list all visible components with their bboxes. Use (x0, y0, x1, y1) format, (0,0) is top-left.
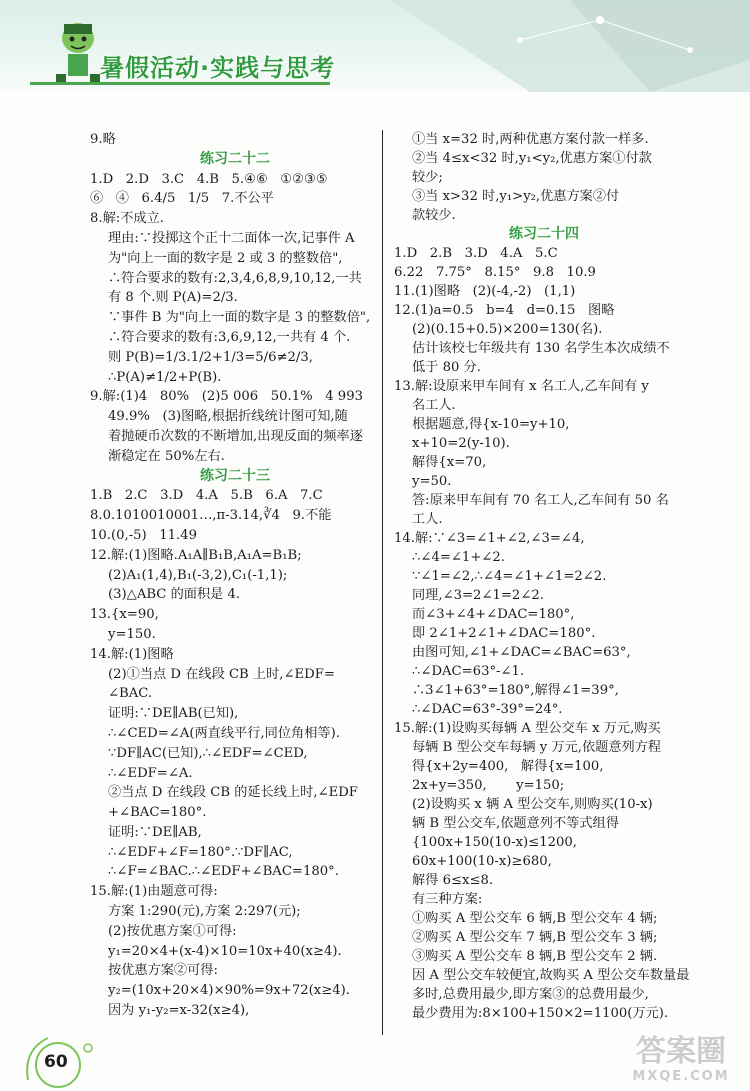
header-underline (30, 82, 330, 85)
mascot-icon (52, 16, 104, 86)
answer-line: ①购买 A 型公交车 6 辆,B 型公交车 4 辆; (412, 911, 658, 926)
answer-line: ②购买 A 型公交车 7 辆,B 型公交车 3 辆; (412, 930, 658, 945)
answer-line: x+10=2(y-10). (412, 436, 510, 451)
page-header (0, 0, 750, 92)
answer-line: {100x+150(10-x)≤1200, (412, 835, 577, 850)
answer-line: ∴∠F=∠BAC.∴∠EDF+∠BAC=180°. (108, 864, 339, 880)
answer-line: 12.解:(1)图略.A₁A∥B₁B,A₁A=B₁B; (90, 547, 302, 563)
answer-line: 9.解:(1)4 80% (2)5 006 50.1% 4 993 (90, 389, 363, 405)
answer-line: 49.9% (3)图略,根据折线统计图可知,随 (108, 409, 348, 425)
answer-line: ∴符合要求的数有:2,3,4,6,8,9,10,12,一共 (108, 270, 362, 286)
answer-line: ③当 x>32 时,y₁>y₂,优惠方案②付 (412, 189, 620, 204)
answer-line: 按优惠方案②可得: (108, 963, 218, 979)
answer-line: ①当 x=32 时,两种优惠方案付款一样多. (412, 132, 649, 147)
header-decoration (270, 0, 750, 92)
section-title: 练习二十四 (509, 226, 579, 242)
answer-line: 证明:∵DE∥AB(已知), (108, 706, 239, 722)
answer-line: 11.(1)图略 (2)(-4,-2) (1,1) (394, 284, 576, 299)
answer-line: (2)A₁(1,4),B₁(-3,2),C₁(-1,1); (108, 567, 288, 583)
answer-line: y₁=20×4+(x-4)×10=10x+40(x≥4). (108, 943, 342, 959)
answer-line: 为"向上一面的数字是 2 或 3 的整数倍", (108, 250, 343, 266)
answer-line: 8.0.1010010001…,π-3.14,∛4 9.不能 (90, 508, 332, 524)
answer-line: ∴符合要求的数有:3,6,9,12,一共有 4 个. (108, 329, 351, 345)
answer-line: 款较少. (412, 208, 456, 223)
answer-line: 最少费用为:8×100+150×2=1100(万元). (412, 1006, 669, 1021)
answer-line: ∵∠1=∠2,∴∠4=∠1+∠1=2∠2. (412, 569, 607, 584)
answer-line: ∴3∠1+63°=180°,解得∠1=39°, (412, 683, 619, 698)
answer-line: 方案 1:290(元),方案 2:297(元); (108, 904, 301, 920)
answer-line: 较少; (412, 170, 443, 185)
answer-line: 估计该校七年级共有 130 名学生本次成绩不 (412, 341, 670, 356)
answer-line: 而∠3+∠4+∠DAC=180°, (412, 607, 575, 622)
answer-line: 10.(0,-5) 11.49 (90, 527, 198, 543)
answer-line: 13.解:设原来甲车间有 x 名工人,乙车间有 y (394, 379, 649, 394)
watermark-logo: 答案圈 (636, 1034, 726, 1069)
answer-line: 因为 y₁-y₂=x-32(x≥4), (108, 1003, 250, 1019)
section-title: 练习二十二 (200, 150, 270, 167)
answer-line: 多时,总费用最少,即方案③的总费用最少, (412, 987, 649, 1002)
answer-line: (2)①当点 D 在线段 CB 上时,∠EDF= (108, 666, 335, 682)
answer-line: 1.D 2.D 3.C 4.B 5.④⑥ ①②③⑤ (90, 171, 328, 187)
answer-line: 解得 6≤x≤8. (412, 873, 494, 888)
answer-line: (2)按优惠方案①可得: (108, 923, 237, 939)
answer-line: 辆 B 型公交车,依题意列不等式组得 (412, 816, 619, 831)
answer-line: ∴∠4=∠1+∠2. (412, 550, 506, 565)
answer-line: +∠BAC=180°. (108, 805, 207, 821)
section-title: 练习二十三 (200, 467, 270, 484)
answer-line: 解得{x=70, (412, 455, 487, 470)
answer-line: ∠BAC. (108, 686, 153, 702)
column-divider (382, 130, 383, 1035)
answer-line: 1.D 2.B 3.D 4.A 5.C (394, 246, 558, 261)
answer-line: 有三种方案: (412, 892, 483, 907)
answer-line: 因 A 型公交车较便宜,故购买 A 型公交车数量最 (412, 968, 690, 983)
answer-line: 8.解:不成立. (90, 211, 164, 227)
answer-line: y=50. (412, 474, 452, 489)
answer-line: 2x+y=350, y=150; (412, 778, 565, 793)
answer-line: 有 8 个.则 P(A)=2/3. (108, 290, 238, 306)
answer-line: 12.(1)a=0.5 b=4 d=0.15 图略 (394, 303, 615, 318)
answer-line: ③购买 A 型公交车 8 辆,B 型公交车 2 辆. (412, 949, 658, 964)
answer-line: (3)△ABC 的面积是 4. (108, 587, 241, 603)
answer-line: y=150. (108, 626, 156, 642)
answer-line: 13.{x=90, (90, 607, 159, 623)
answer-line: 60x+100(10-x)≥680, (412, 854, 552, 869)
answer-line: (2)设购买 x 辆 A 型公交车,则购买(10-x) (412, 797, 653, 812)
answer-line: ⑥ ④ 6.4/5 1/5 7.不公平 (90, 191, 274, 207)
watermark (612, 1035, 750, 1091)
answer-line: 1.B 2.C 3.D 4.A 5.B 6.A 7.C (90, 488, 323, 504)
header-title: 暑假活动·实践与思考 (100, 54, 336, 82)
answer-line: ∴∠CED=∠A(两直线平行,同位角相等). (108, 725, 340, 741)
answer-line: ∴∠EDF+∠F=180°.∵DF∥AC, (108, 844, 293, 860)
answer-line: 着抛硬币次数的不断增加,出现反面的频率逐 (108, 428, 363, 444)
answer-line: 9.略 (90, 132, 116, 147)
answer-line: ∴∠EDF=∠A. (108, 765, 193, 781)
answer-line: 6.22 7.75° 8.15° 9.8 10.9 (394, 265, 596, 280)
answer-line: 工人. (412, 512, 443, 527)
answer-line: ∴∠DAC=63°-39°=24°. (412, 702, 563, 717)
answer-line: ②当点 D 在线段 CB 的延长线上时,∠EDF (108, 785, 358, 801)
answer-line: y₂=(10x+20×4)×90%=9x+72(x≥4). (108, 983, 350, 999)
answer-line: (2)(0.15+0.5)×200=130(名). (412, 322, 603, 337)
right-column (394, 130, 694, 1023)
answer-line: ∵事件 B 为"向上一面的数字是 3 的整数倍", (108, 310, 371, 326)
answer-line: 同理,∠3=2∠1=2∠2. (412, 588, 544, 603)
answer-line: 14.解:∵∠3=∠1+∠2,∠3=∠4, (394, 531, 585, 546)
answer-line: 得{x+2y=400, 解得{x=100, (412, 759, 604, 774)
answer-line: 低于 80 分. (412, 360, 481, 375)
answer-line: ∴∠DAC=63°-∠1. (412, 664, 525, 679)
answer-line: ∴P(A)≠1/2+P(B). (108, 369, 222, 385)
answer-line: 15.解:(1)由题意可得: (90, 884, 218, 900)
answer-line: 根据题意,得{x-10=y+10, (412, 417, 570, 432)
answer-line: 名工人. (412, 398, 456, 413)
answer-line: 理由:∵投掷这个正十二面体一次,记事件 A (108, 230, 355, 246)
answer-line: 每辆 B 型公交车每辆 y 万元,依题意列方程 (412, 740, 662, 755)
answer-line: ∵DF∥AC(已知),∴∠EDF=∠CED, (108, 745, 308, 761)
watermark-url: MXQE.COM (632, 1069, 730, 1084)
answer-line: 答:原来甲车间有 70 名工人,乙车间有 50 名 (412, 493, 669, 508)
answer-line: 渐稳定在 50%左右. (108, 448, 225, 464)
left-column (90, 130, 380, 1021)
answer-line: ②当 4≤x<32 时,y₁<y₂,优惠方案①付款 (412, 151, 652, 166)
answer-line: 证明:∵DE∥AB, (108, 824, 202, 840)
page-number: 60 (44, 1052, 68, 1072)
answer-line: 由图可知,∠1+∠DAC=∠BAC=63°, (412, 645, 631, 660)
answer-line: 则 P(B)=1/3.1/2+1/3=5/6≠2/3, (108, 349, 313, 365)
answer-line: 即 2∠1+2∠1+∠DAC=180°. (412, 626, 596, 641)
answer-line: 14.解:(1)图略 (90, 646, 174, 662)
answer-line: 15.解:(1)设购买每辆 A 型公交车 x 万元,购买 (394, 721, 661, 736)
